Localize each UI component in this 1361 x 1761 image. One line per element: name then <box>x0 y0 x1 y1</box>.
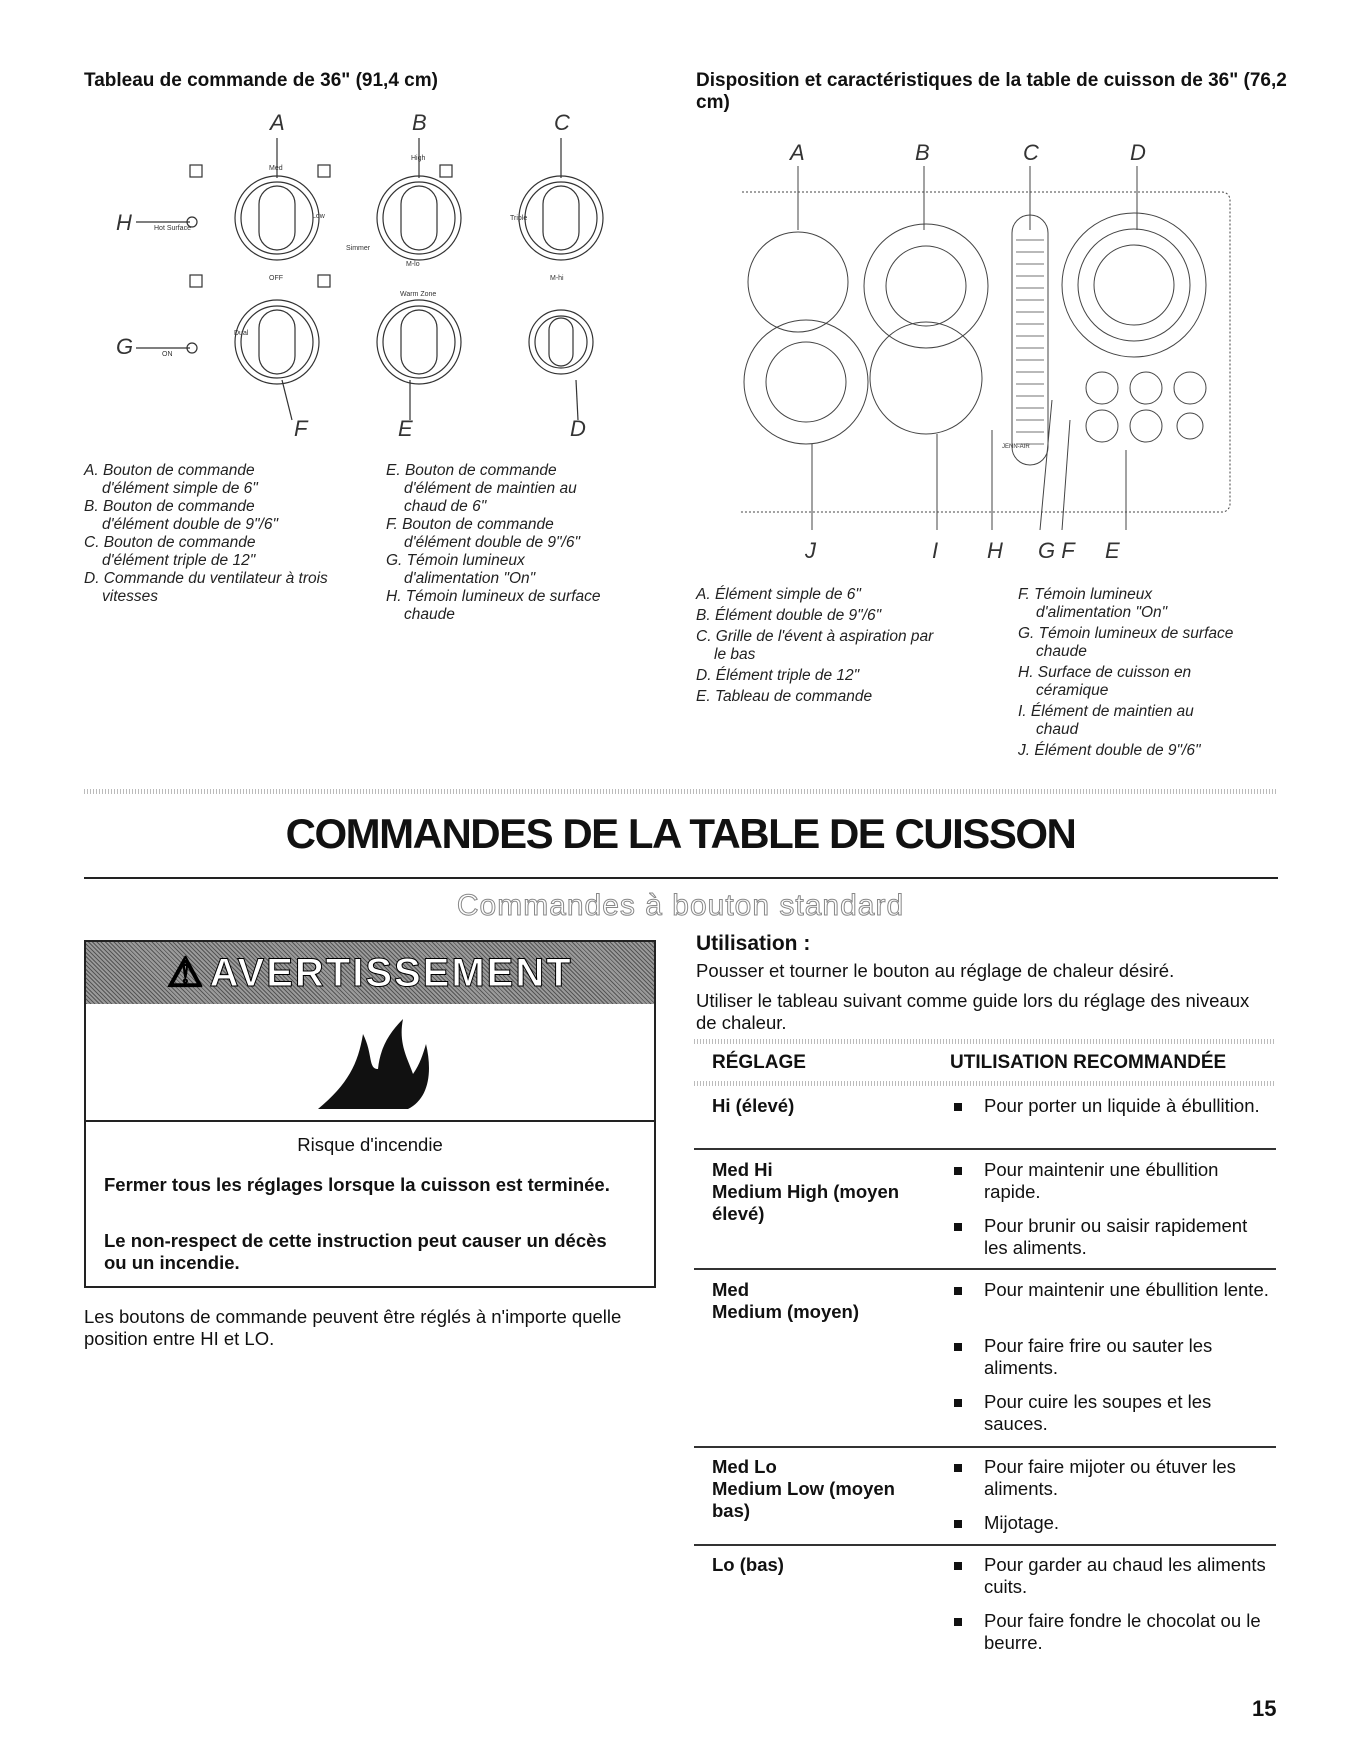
table-col2-header: UTILISATION RECOMMANDÉE <box>950 1052 1227 1073</box>
setting-line: Med Lo <box>712 1456 777 1477</box>
caption-line: C. Grille de l'évent à aspiration par <box>696 628 934 645</box>
caption-line: vitesses <box>102 588 158 605</box>
table-row-use <box>984 1391 1274 1435</box>
label-a: A <box>790 140 805 165</box>
right-captions-col1 <box>696 586 996 706</box>
table-row-setting <box>712 1279 942 1323</box>
knob-text-warm-zone: Warm Zone <box>400 291 437 298</box>
row-separator <box>694 1446 1276 1448</box>
table-top-rule <box>694 1039 1276 1044</box>
caption-line: chaude <box>1036 643 1087 660</box>
caption-line: céramique <box>1036 682 1109 699</box>
caption-line: I. Élément de maintien au <box>1018 703 1194 720</box>
knob-text-mlo: M-lo <box>406 261 420 268</box>
table-row-use <box>984 1554 1274 1598</box>
label-h: H <box>116 210 132 235</box>
caption-line: d'élément double de 9"/6" <box>102 516 278 533</box>
label-e: E <box>398 416 413 441</box>
caption-line: B. Élément double de 9"/6" <box>696 607 882 624</box>
row-separator <box>694 1268 1276 1270</box>
knobs-note: Les boutons de commande peuvent être réglés à n'importe quelle position entre HI et LO. <box>84 1306 622 1349</box>
caption-line: D. Commande du ventilateur à trois <box>84 570 328 587</box>
caption-line: d'alimentation "On" <box>1036 604 1168 621</box>
warning-line-2: Le non-respect de cette instruction peut causer un décès ou un incendie. <box>104 1230 607 1273</box>
knob-text-low: Low <box>312 213 325 220</box>
right-heading: Disposition et caractéristiques de la table de cuisson de 36" (76,2 cm) <box>696 70 1287 113</box>
knob-text-dual: Dual <box>234 330 249 337</box>
table-row-setting: Lo (bas) <box>712 1554 784 1575</box>
bullet-icon <box>954 1618 962 1626</box>
knob-text-simmer: Simmer <box>346 245 371 252</box>
subtitle: Commandes à bouton standard <box>456 889 905 922</box>
table-row-use <box>984 1456 1274 1500</box>
use-text: Pour maintenir une ébullition rapide. <box>984 1159 1219 1202</box>
label-h: H <box>987 538 1003 563</box>
warning-box <box>84 940 656 1288</box>
caption-line: F. Bouton de commande <box>386 516 554 533</box>
table-row-use <box>984 1215 1274 1259</box>
usage-p2: Utiliser le tableau suivant comme guide lors du réglage des niveaux de chaleur. <box>696 990 1250 1033</box>
table-row-use <box>984 1335 1274 1379</box>
knob-text-triple: Triple <box>510 215 528 222</box>
label-j: J <box>805 538 816 563</box>
setting-line: Medium High (moyen élevé) <box>712 1181 900 1224</box>
setting-line: Med Hi <box>712 1159 773 1180</box>
label-c: C <box>1023 140 1039 165</box>
use-text: Pour porter un liquide à ébullition. <box>984 1095 1260 1116</box>
table-row-use <box>984 1095 1274 1117</box>
warning-triangle-icon: ⚠ <box>167 951 206 995</box>
label-d: D <box>570 416 586 441</box>
caption-line: J. Élément double de 9"/6" <box>1018 742 1201 759</box>
caption-line: G. Témoin lumineux de surface <box>1018 625 1234 642</box>
caption-line: chaud de 6" <box>404 498 487 515</box>
bullet-icon <box>954 1464 962 1472</box>
caption-line: d'élément triple de 12" <box>102 552 256 569</box>
caption-line: B. Bouton de commande <box>84 498 255 515</box>
label-i: I <box>932 538 939 563</box>
knob-text-mhi: M-hi <box>550 275 564 282</box>
bullet-icon <box>954 1399 962 1407</box>
usage-p1: Pousser et tourner le bouton au réglage de chaleur désiré. <box>696 960 1175 981</box>
label-e: E <box>1105 538 1120 563</box>
use-text: Pour faire frire ou sauter les aliments. <box>984 1335 1213 1378</box>
use-text: Pour faire mijoter ou étuver les aliments. <box>984 1456 1236 1499</box>
caption-line: d'élément simple de 6" <box>102 480 258 497</box>
caption-line: chaud <box>1036 721 1079 738</box>
label-b: B <box>915 140 930 165</box>
table-col1-header: RÉGLAGE <box>712 1052 806 1073</box>
left-captions-col2 <box>386 462 676 624</box>
main-title: COMMANDES DE LA TABLE DE CUISSON <box>285 810 1076 857</box>
table-row-setting <box>712 1159 942 1225</box>
setting-line: Medium (moyen) <box>712 1301 859 1322</box>
table-row-use <box>984 1159 1274 1203</box>
table-row-setting: Hi (élevé) <box>712 1095 795 1116</box>
caption-line: d'alimentation "On" <box>404 570 536 587</box>
knob-text-hot-surface: Hot Surface <box>154 225 191 232</box>
control-panel-diagram <box>84 110 644 450</box>
brand-logo-text: JENN-AIR <box>1002 444 1030 450</box>
caption-line: A. Élément simple de 6" <box>696 586 861 603</box>
right-captions-col2 <box>1018 586 1288 760</box>
bullet-icon <box>954 1223 962 1231</box>
bullet-icon <box>954 1103 962 1111</box>
label-d: D <box>1130 140 1146 165</box>
bullet-icon <box>954 1520 962 1528</box>
use-text: Pour faire fondre le chocolat ou le beurre. <box>984 1610 1261 1653</box>
table-row-use <box>984 1279 1274 1301</box>
setting-line: Medium Low (moyen bas) <box>712 1478 895 1521</box>
label-c: C <box>554 110 570 135</box>
caption-line: D. Élément triple de 12" <box>696 667 860 684</box>
warning-header <box>86 942 654 1004</box>
caption-line: E. Tableau de commande <box>696 688 873 705</box>
caption-line: C. Bouton de commande <box>84 534 256 551</box>
use-text: Mijotage. <box>984 1512 1060 1533</box>
caption-line: d'élément double de 9"/6" <box>404 534 580 551</box>
warning-header-text: AVERTISSEMENT <box>209 951 573 995</box>
label-a: A <box>270 110 285 135</box>
knobs-drawing <box>84 130 644 440</box>
caption-line: A. Bouton de commande <box>84 462 255 479</box>
caption-line: F. Témoin lumineux <box>1018 586 1153 603</box>
left-heading: Tableau de commande de 36" (91,4 cm) <box>84 70 438 91</box>
label-b: B <box>412 110 427 135</box>
label-f: F <box>294 416 308 441</box>
row-separator <box>694 1148 1276 1150</box>
setting-line: Med <box>712 1279 749 1300</box>
label-gf: G F <box>1038 538 1075 563</box>
left-captions-col1 <box>84 462 374 606</box>
bullet-icon <box>954 1343 962 1351</box>
table-row-use <box>984 1512 1274 1534</box>
caption-line: H. Surface de cuisson en <box>1018 664 1192 681</box>
caption-line: chaude <box>404 606 455 623</box>
caption-line: d'élément de maintien au <box>404 480 577 497</box>
use-text: Pour maintenir une ébullition lente. <box>984 1279 1269 1300</box>
table-header-rule <box>694 1081 1276 1086</box>
title-rule <box>84 877 1278 879</box>
bullet-icon <box>954 1562 962 1570</box>
section-divider <box>84 789 1278 794</box>
table-row-setting <box>712 1456 932 1522</box>
row-separator <box>694 1544 1276 1546</box>
usage-heading: Utilisation : <box>696 932 811 955</box>
caption-line: G. Témoin lumineux <box>386 552 525 569</box>
table-row-use <box>984 1610 1274 1654</box>
warning-separator <box>86 1120 654 1122</box>
knob-text-off: OFF <box>269 275 283 282</box>
caption-line: H. Témoin lumineux de surface <box>386 588 601 605</box>
cooktop-drawing <box>740 130 1260 530</box>
bullet-icon <box>954 1167 962 1175</box>
label-g: G <box>116 334 134 359</box>
fire-icon <box>308 1014 438 1114</box>
caption-line: E. Bouton de commande <box>386 462 557 479</box>
warning-line-1: Fermer tous les réglages lorsque la cuisson est terminée. <box>104 1174 610 1195</box>
caption-line: le bas <box>714 646 756 663</box>
knob-text-high: High <box>411 155 426 162</box>
use-text: Pour garder au chaud les aliments cuits. <box>984 1554 1266 1597</box>
use-text: Pour brunir ou saisir rapidement les aliments. <box>984 1215 1248 1258</box>
knob-text-med: Med <box>269 165 283 172</box>
page-number: 15 <box>1252 1696 1277 1721</box>
knob-text-on: ON <box>162 351 173 358</box>
use-text: Pour cuire les soupes et les sauces. <box>984 1391 1212 1434</box>
bullet-icon <box>954 1287 962 1295</box>
warning-risk: Risque d'incendie <box>297 1134 443 1155</box>
cooktop-diagram <box>740 130 1260 570</box>
